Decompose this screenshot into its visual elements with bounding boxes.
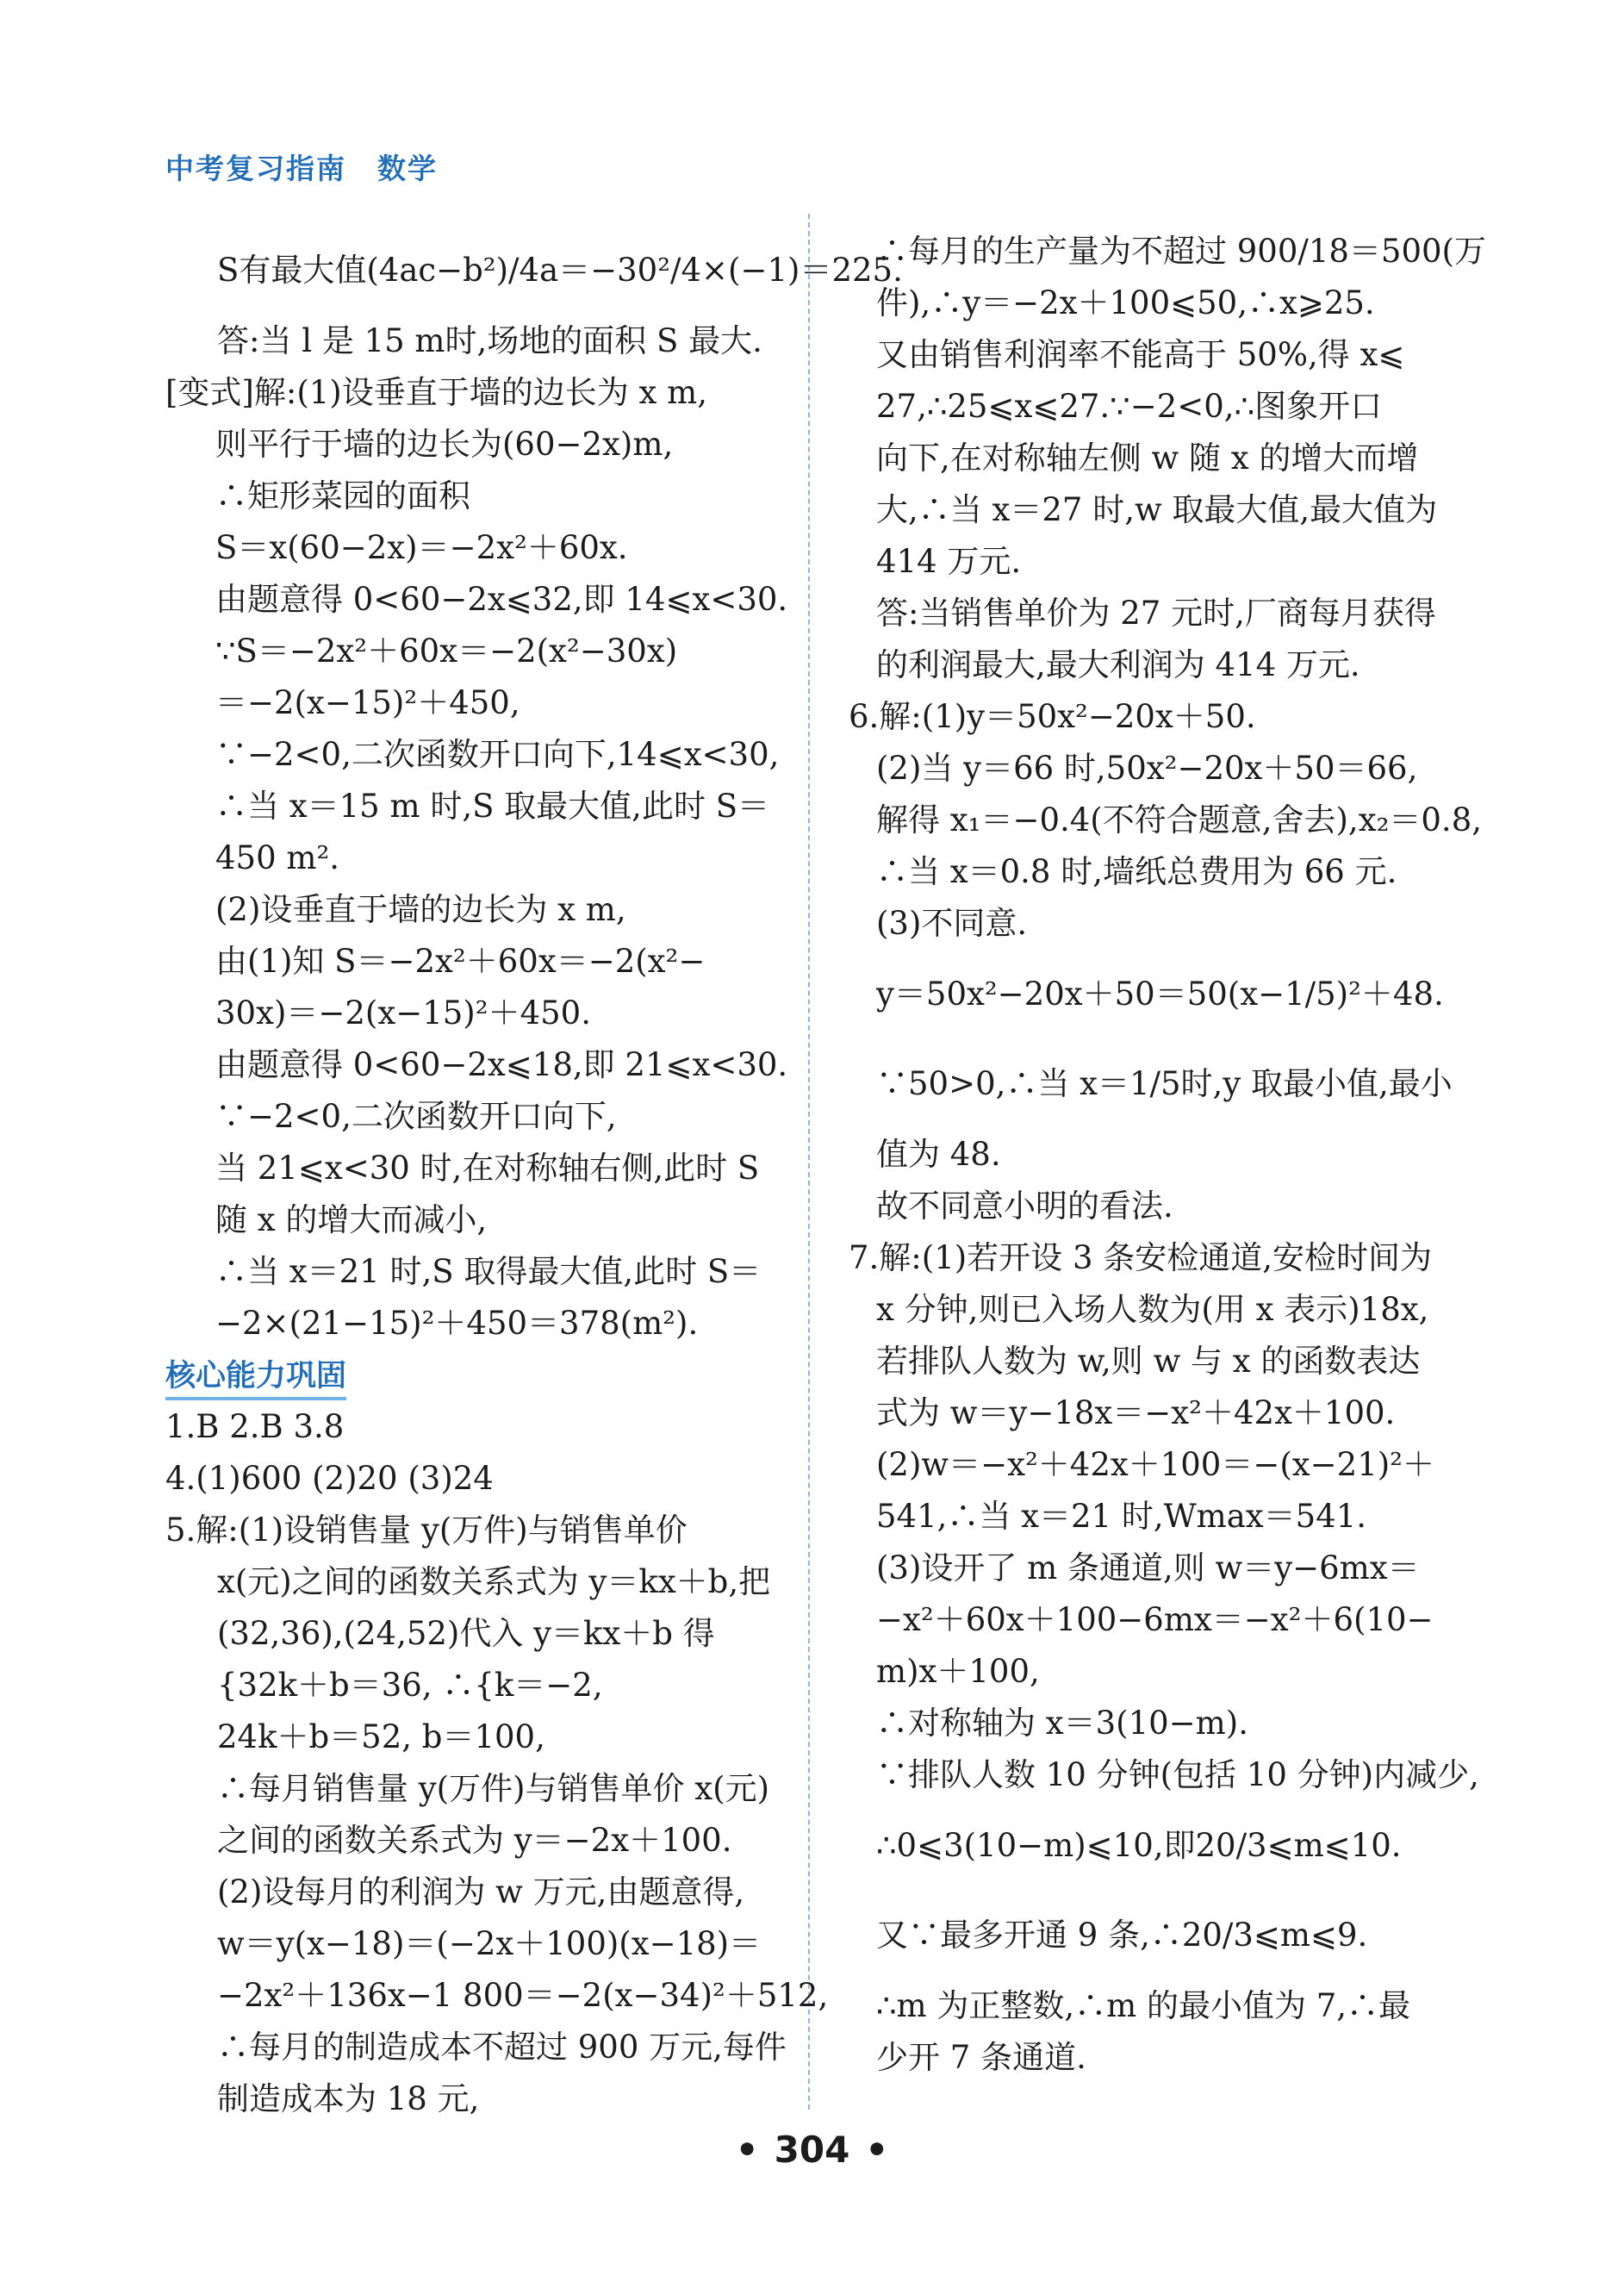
answer-line: 由题意得 0<60−2x⩽32,即 14⩽x<30. [215,581,788,618]
answer-line: 6.解:(1)y＝50x²−20x＋50. [849,698,1256,735]
answer-line: y＝50x²−20x＋50＝50(x−1/5)²＋48. [876,976,1444,1013]
answer-line: ∴每月销售量 y(万件)与销售单价 x(元) [217,1770,770,1807]
answer-line: ∴每月的生产量为不超过 900/18＝500(万 [876,233,1486,270]
answer-line: ∴当 x＝15 m 时,S 取最大值,此时 S＝ [215,788,770,825]
answer-line: 件),∴y＝−2x＋100⩽50,∴x⩾25. [876,284,1375,321]
answer-line: ∵排队人数 10 分钟(包括 10 分钟)内减少, [876,1756,1479,1793]
answer-line: 由题意得 0<60−2x⩽18,即 21⩽x<30. [215,1046,788,1083]
answer-line: 之间的函数关系式为 y＝−2x＋100. [217,1822,732,1859]
answer-line: [变式]解:(1)设垂直于墙的边长为 x m, [165,374,707,411]
answer-line: −2×(21−15)²＋450＝378(m²). [215,1305,699,1342]
answer-line: (3)不同意. [876,905,1028,942]
answer-line: S＝x(60−2x)＝−2x²＋60x. [215,529,628,566]
answer-line: (2)w＝−x²＋42x＋100＝−(x−21)²＋ [876,1446,1435,1483]
answer-line: ∴对称轴为 x＝3(10−m). [876,1705,1248,1742]
answer-line: x(元)之间的函数关系式为 y＝kx＋b,把 [217,1563,771,1600]
answer-line: 解得 x₁＝−0.4(不符合题意,舍去),x₂＝0.8, [876,801,1482,838]
answer-line: (2)当 y＝66 时,50x²−20x＋50＝66, [876,750,1418,787]
left-column [165,226,903,2125]
answer-line: 则平行于墙的边长为(60−2x)m, [215,426,674,463]
answer-line: 27,∴25⩽x⩽27.∵−2<0,∴图象开口 [876,388,1383,425]
answer-line: 大,∴当 x＝27 时,w 取最大值,最大值为 [876,491,1438,528]
answer-line: 值为 48. [876,1136,1001,1173]
answer-line: m)x＋100, [876,1653,1040,1690]
page-number-value: 304 [774,2129,850,2171]
answer-line: 随 x 的增大而减小, [215,1201,488,1238]
answer-line: 向下,在对称轴左侧 w 随 x 的增大而增 [876,439,1419,477]
page-number: • 304 • [735,2129,889,2171]
right-column [849,226,1486,2084]
answer-line: ∴m 为正整数,∴m 的最小值为 7,∴最 [876,1987,1411,2024]
answer-line: −x²＋60x＋100−6mx＝−x²＋6(10− [876,1601,1434,1638]
answer-line: S有最大值(4ac−b²)/4a＝−30²/4×(−1)＝225. [217,252,903,289]
answer-line: 541,∴当 x＝21 时,Wmax＝541. [876,1498,1367,1535]
answer-line: 若排队人数为 w,则 w 与 x 的函数表达 [876,1343,1421,1380]
answer-line: −2x²＋136x−1 800＝−2(x−34)²＋512, [217,1977,829,2014]
answer-line: 7.解:(1)若开设 3 条安检通道,安检时间为 [849,1239,1433,1276]
answer-line: 30x)＝−2(x−15)²＋450. [215,994,591,1032]
answer-line: 的利润最大,最大利润为 414 万元. [876,646,1360,683]
answer-line: ∵50>0,∴当 x＝1/5时,y 取最小值,最小 [876,1065,1453,1102]
answer-line: 24k＋b＝52, b＝100, [217,1718,545,1755]
column-divider [808,214,810,2110]
answer-line: ∴0⩽3(10−m)⩽10,即20/3⩽m⩽10. [876,1827,1402,1864]
answer-line: ∴当 x＝0.8 时,墙纸总费用为 66 元. [876,853,1397,890]
section-heading-row [165,1350,786,1401]
page-header [165,146,438,187]
subject-title: 数学 [377,152,438,185]
answer-line: 4.(1)600 (2)20 (3)24 [165,1460,494,1497]
answer-line: ∵−2<0,二次函数开口向下,14⩽x<30, [215,736,780,773]
answer-line: 又由销售利润率不能高于 50%,得 x⩽ [876,336,1405,373]
book-title: 中考复习指南 [165,152,346,185]
answer-line: 制造成本为 18 元, [217,2080,480,2117]
answer-line: (2)设垂直于墙的边长为 x m, [215,891,626,928]
answer-line: ∵S＝−2x²＋60x＝−2(x²−30x) [215,633,678,670]
answer-line: 当 21⩽x<30 时,在对称轴右侧,此时 S [215,1150,760,1187]
answer-line: 450 m². [215,839,340,876]
answer-line: 又∵最多开通 9 条,∴20/3⩽m⩽9. [876,1917,1368,1954]
answer-line: 故不同意小明的看法. [876,1188,1173,1225]
section-heading: 核心能力巩固 [165,1356,346,1400]
answer-line: 1.B 2.B 3.8 [165,1408,345,1445]
answer-line: 5.解:(1)设销售量 y(万件)与销售单价 [165,1512,688,1549]
answer-line: (2)设每月的利润为 w 万元,由题意得, [217,1873,745,1911]
answer-line: (3)设开了 m 条通道,则 w＝y−6mx＝ [876,1549,1420,1586]
answer-line: 少开 7 条通道. [876,2039,1086,2076]
answer-line: ∵−2<0,二次函数开口向下, [215,1098,617,1135]
answer-line: 414 万元. [876,543,1022,580]
answer-line: x 分钟,则已入场人数为(用 x 表示)18x, [876,1291,1429,1328]
answer-line: (32,36),(24,52)代入 y＝kx＋b 得 [217,1615,715,1652]
answer-line: w＝y(x−18)＝(−2x＋100)(x−18)＝ [217,1925,762,1962]
answer-line: 由(1)知 S＝−2x²＋60x＝−2(x²− [215,943,706,980]
answer-line: ∴当 x＝21 时,S 取得最大值,此时 S＝ [215,1253,762,1290]
answer-line: ＝−2(x−15)²＋450, [215,684,520,721]
answer-line: 答:当 l 是 15 m时,场地的面积 S 最大. [217,322,762,359]
answer-line: 式为 w＝y−18x＝−x²＋42x＋100. [876,1394,1396,1431]
answer-line: 答:当销售单价为 27 元时,厂商每月获得 [876,595,1436,632]
answer-line: ∴矩形菜园的面积 [215,477,470,514]
answer-line: ∴每月的制造成本不超过 900 万元,每件 [217,2029,787,2066]
answer-line: {32k＋b＝36, ∴{k＝−2, [217,1667,603,1704]
